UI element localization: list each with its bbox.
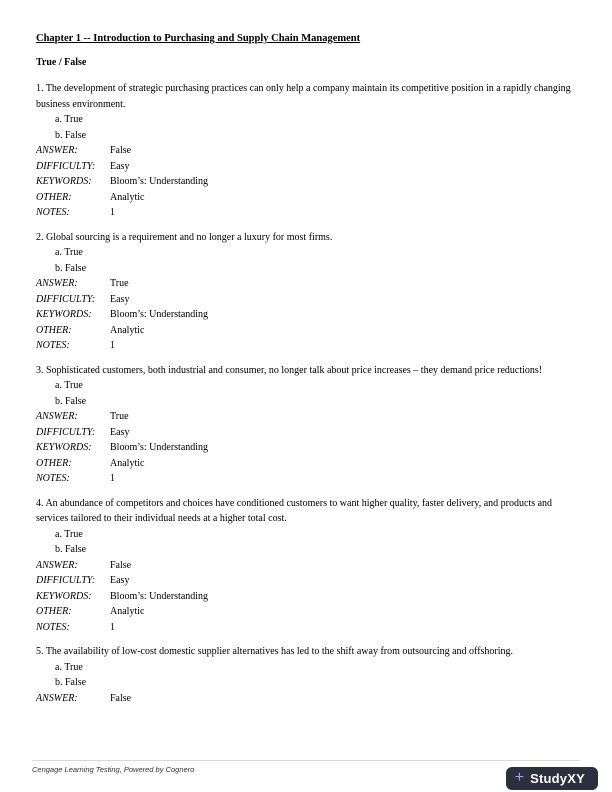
- notes-value: 1: [110, 621, 115, 633]
- difficulty-row: [36, 425, 576, 441]
- plus-icon: +: [514, 769, 525, 786]
- notes-label: NOTES:: [36, 473, 70, 484]
- choice-b-false: b. False: [55, 395, 87, 407]
- difficulty-value: Easy: [110, 160, 130, 172]
- choice-a-true: a. True: [55, 247, 83, 258]
- other-row: [36, 456, 576, 472]
- answer-value: True: [110, 278, 129, 289]
- question-text: 5. The availability of low-cost domestic supplier alternatives has led to the shift away from outsourcing and offshoring.: [36, 646, 514, 657]
- keywords-row: [36, 440, 576, 456]
- difficulty-value: Easy: [110, 426, 130, 438]
- chapter-title: Chapter 1 -- Introduction to Purchasing and Supply Chain Management: [36, 33, 361, 44]
- other-label: OTHER:: [36, 324, 72, 336]
- other-label: OTHER:: [36, 457, 72, 469]
- other-row: [36, 604, 576, 620]
- other-label: OTHER:: [36, 606, 72, 617]
- keywords-row: [36, 589, 576, 605]
- notes-row: [36, 338, 576, 354]
- notes-label: NOTES:: [36, 340, 70, 351]
- brand-name: [530, 771, 585, 786]
- question-text: 2. Global sourcing is a requirement and no longer a luxury for most firms.: [36, 231, 333, 243]
- choice-b-false: b. False: [55, 677, 87, 688]
- difficulty-value: Easy: [110, 575, 130, 586]
- choice-a-true: a. True: [55, 380, 83, 391]
- answer-row: [36, 409, 576, 425]
- keywords-value: Bloom’s: Understanding: [110, 309, 209, 320]
- other-label: OTHER:: [36, 191, 72, 203]
- keywords-value: Bloom’s: Understanding: [110, 590, 209, 602]
- page-footer: [32, 760, 580, 774]
- answer-label: ANSWER:: [36, 692, 78, 704]
- other-row: [36, 323, 576, 339]
- notes-label: NOTES:: [36, 207, 70, 218]
- keywords-label: KEYWORDS:: [36, 309, 92, 320]
- difficulty-row: [36, 573, 576, 589]
- answer-value: False: [110, 692, 132, 704]
- answer-value: False: [110, 145, 132, 156]
- answer-label: ANSWER:: [36, 411, 78, 422]
- section-heading: True / False: [36, 56, 87, 68]
- keywords-label: KEYWORDS:: [36, 442, 92, 453]
- difficulty-label: DIFFICULTY:: [36, 426, 96, 438]
- answer-label: ANSWER:: [36, 559, 78, 571]
- footer-publisher-text: Cengage Learning Testing, Powered by Cognero: [32, 765, 195, 774]
- answer-label: ANSWER:: [36, 278, 78, 289]
- studyxy-badge: [506, 767, 598, 790]
- notes-label: NOTES:: [36, 621, 70, 633]
- other-value: Analytic: [110, 324, 145, 336]
- keywords-label: KEYWORDS:: [36, 176, 92, 187]
- answer-label: ANSWER:: [36, 145, 78, 156]
- question-1: [36, 81, 576, 221]
- difficulty-label: DIFFICULTY:: [36, 160, 96, 172]
- other-row: [36, 190, 576, 206]
- question-2: [36, 230, 576, 354]
- other-value: Analytic: [110, 606, 145, 617]
- question-3: [36, 363, 576, 487]
- choice-b-false: b. False: [55, 129, 87, 141]
- difficulty-label: DIFFICULTY:: [36, 575, 96, 586]
- brand-name-xy: XY: [567, 770, 585, 786]
- question-4: [36, 496, 576, 636]
- difficulty-label: DIFFICULTY:: [36, 293, 96, 305]
- keywords-value: Bloom’s: Understanding: [110, 442, 209, 453]
- notes-value: 1: [110, 207, 115, 218]
- keywords-row: [36, 307, 576, 323]
- answer-value: True: [110, 411, 129, 422]
- keywords-value: Bloom’s: Understanding: [110, 176, 209, 187]
- question-5: [36, 644, 576, 706]
- question-text: 1. The development of strategic purchasing practices can only help a company maintain its competitive position in a rapidly changing business environment.: [36, 83, 571, 110]
- answer-row: [36, 691, 576, 707]
- notes-row: [36, 620, 576, 636]
- question-text: 3. Sophisticated customers, both industrial and consumer, no longer talk about price increases – they demand price reductions!: [36, 364, 543, 376]
- question-text: 4. An abundance of competitors and choices have conditioned customers to want higher quality, faster delivery, and products and services tailored to their individual needs at a higher total cost.: [36, 497, 553, 524]
- choice-b-false: b. False: [55, 544, 87, 555]
- answer-row: [36, 143, 576, 159]
- choice-a-true: a. True: [55, 661, 83, 673]
- other-value: Analytic: [110, 191, 145, 203]
- answer-row: [36, 276, 576, 292]
- notes-value: 1: [110, 473, 115, 484]
- choice-a-true: a. True: [55, 528, 83, 540]
- answer-value: False: [110, 559, 132, 571]
- brand-name-study: Study: [530, 770, 568, 786]
- keywords-row: [36, 174, 576, 190]
- difficulty-row: [36, 159, 576, 175]
- difficulty-row: [36, 292, 576, 308]
- answer-row: [36, 558, 576, 574]
- difficulty-value: Easy: [110, 293, 130, 305]
- notes-value: 1: [110, 340, 115, 351]
- notes-row: [36, 205, 576, 221]
- choice-a-true: a. True: [55, 114, 83, 125]
- keywords-label: KEYWORDS:: [36, 590, 92, 602]
- other-value: Analytic: [110, 457, 145, 469]
- notes-row: [36, 471, 576, 487]
- choice-b-false: b. False: [55, 262, 87, 274]
